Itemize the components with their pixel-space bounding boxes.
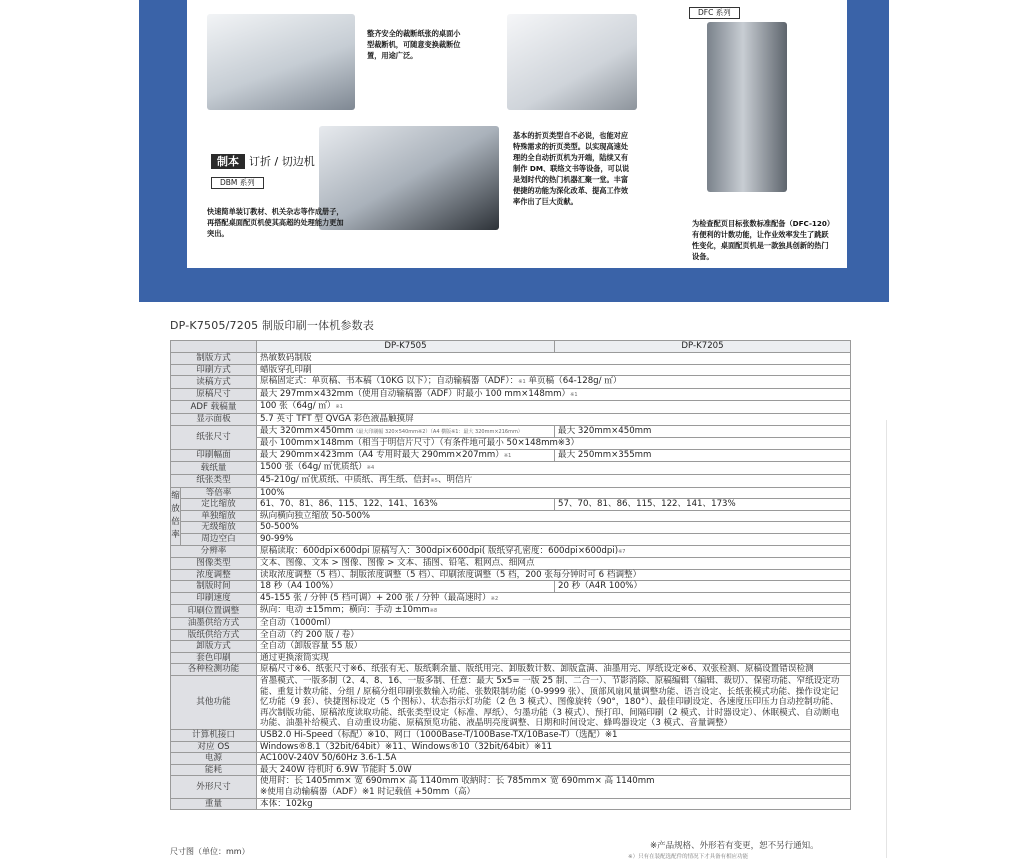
dfc-machine-image [707, 22, 787, 192]
col-header-dpk7205: DP-K7205 [555, 341, 851, 353]
table-row: 外形尺寸 使用时：长 1405mm× 宽 690mm× 高 1140mm 收納时：长 785mm× 宽 690mm× 高 1140mm ※使用自动输稿器（ADF）※1 时记载值 +50mm（高） [171, 776, 851, 798]
table-row: 纸张尺寸 最大 320mm×450mm（最大印刷幅 320×540mm※2）（A4 横版※1：最大 320mm×216mm） 最大 320mm×450mm [171, 425, 851, 438]
cutter-machine-image [207, 14, 355, 110]
table-row: 原稿尺寸 最大 297mm×432mm（使用自动输稿器（ADF）时最小 100 mm×148mm）※1 [171, 388, 851, 401]
dbm-series-tag: DBM 系列 [211, 177, 264, 189]
dbm-machine-image [319, 126, 499, 230]
table-row: 版纸供给方式 全自动（约 200 版 / 卷） [171, 629, 851, 641]
top-brochure-panel [139, 0, 889, 302]
dimension-diagram-caption: 尺寸图（单位：mm） [170, 847, 250, 856]
table-row: 最小 100mm×148mm（相当于明信片尺寸）（有条件地可最小 50×148mm※3） [171, 438, 851, 450]
table-row: 套色印刷 通过更换滚筒实现 [171, 652, 851, 664]
brand-dark-label: 制本 [211, 154, 245, 169]
table-row: 定比缩放 61、70、81、86、115、122、141、163% 57、70、81、86、115、122、141、173% [171, 499, 851, 511]
spec-table [170, 340, 851, 810]
table-row: 电源 AC100V-240V 50/60Hz 3.6-1.5A [171, 753, 851, 765]
table-row: 各种检测功能 原稿尺寸※6、纸张尺寸※6、纸张有无、版纸剩余量、版纸用完、卸版数计数、卸版盒满、油墨用完、厚纸设定※6、双张检测、原稿设置错误检测 [171, 664, 851, 676]
table-row: 其他功能 省墨模式、一版多制（2、4、8、16、一版多制、任意：最大 5x5= 一版 25 制、二合一）、节影消除、原稿编辑（编辑、裁切）、保密功能、窄纸设定功能、重复计数功能、分组 / 原稿分组印刷张数输入功能、张数限制功能（0-9999 张）、顶部风扇风量调整功能、语言设定、长纸张模式功能、操作设定记忆功能（9 套）、快捷图标设定（5 个图标）、状态指示灯功能（2 色 3 模式）、图像旋转（90°，180°）、最佳印刷设定、各速度压印压力自动控制功能、再次制版功能、原稿浓度读取功能、纸张类型设定（标准、厚纸）、匀墨功能（3 模式）、预打印、间隔印刷（2 模式、计时器设定）、休眠模式、自动断电功能、油墨补给模式、自动重设功能、原稿预览功能、液晶明亮度调整、日期和时间设定、蜂鸣器设定（3 模式、音量调整） [171, 676, 851, 730]
table-row: 读稿方式 原稿固定式：单页稿、书本稿（10KG 以下）；自动输稿器（ADF）：※1 单页稿（64-128g/ ㎡） [171, 376, 851, 389]
option-footnote: ※）只有在装配选配件的情况下才具备有相应功能 [628, 854, 749, 860]
table-row: 无级缩放 50-500% [171, 522, 851, 534]
table-row: 对应 OS Windows®8.1（32bit/64bit）※11、Windows®10（32bit/64bit）※11 [171, 741, 851, 753]
table-row: ADF 载稿量 100 张（64g/ ㎡）※1 [171, 401, 851, 414]
table-row: 油墨供给方式 全自动（1000ml） [171, 618, 851, 630]
cutter-description: 整齐安全的裁断纸张的桌面小型裁断机，可随意变换裁断位置，用途广泛。 [367, 29, 461, 60]
table-row: 重量 本体：102kg [171, 798, 851, 810]
brand-sub-label: 订折 / 切边机 [249, 155, 315, 168]
table-row: 显示面板 5.7 英寸 TFT 型 QVGA 彩色液晶触摸屏 [171, 413, 851, 425]
table-row: 印刷速度 45-155 张 / 分钟 (5 档可调）+ 200 张 / 分钟（最高速时）※2 [171, 592, 851, 605]
bookbinding-brand-tag [211, 153, 315, 169]
table-row: 周边空白 90-99% [171, 533, 851, 545]
table-header-row [171, 341, 851, 353]
spec-change-notice: ※产品规格、外形若有变更，恕不另行通知。 [650, 841, 819, 851]
table-row: 制版方式 热敏数码制版 [171, 353, 851, 365]
table-row: 图像类型 文本、图像、文本 > 图像、图像 > 文本、插图、铅笔、粗网点、细网点 [171, 558, 851, 570]
page-edge-line [886, 420, 887, 858]
table-row: 印刷方式 蜡版穿孔印刷 [171, 364, 851, 376]
table-row: 分辨率 原稿读取：600dpi×600dpi 原稿写入：300dpi×600dpi( 版纸穿孔密度：600dpi×600dpi)※7 [171, 545, 851, 558]
table-row: 计算机接口 USB2.0 Hi-Speed（标配）※10、网口（1000Base-T/100Base-TX/10Base-T）（选配）※1 [171, 730, 851, 742]
spec-table-title: DP-K7505/7205 制版印刷一体机参数表 [170, 319, 375, 332]
zoom-group-label: 缩放倍率 [171, 487, 181, 545]
dbm-description: 快速简单装订教材、机关杂志等作成册子，再搭配桌面配页机使其高超的处理能力更加突出。 [207, 207, 344, 238]
col-header-dpk7505: DP-K7505 [257, 341, 555, 353]
table-row: 纸张类型 45-210g/ ㎡优质纸、中质纸、再生纸、信封※5、明信片 [171, 474, 851, 487]
table-row: 卸版方式 全自动（卸版容量 55 版） [171, 641, 851, 653]
dfc-description: 为检查配页目标张数标准配备（DFC-120）有便利的计数功能，让作业效率发生了跳跃性变化，桌面配页机是一款独具创新的热门设备。 [692, 219, 831, 261]
table-row: 缩放倍率 等倍率 100% [171, 487, 851, 499]
folder-machine-image [507, 14, 637, 110]
product-showcase [187, 0, 847, 268]
table-row: 印刷幅面 最大 290mm×423mm（A4 专用时最大 290mm×207mm）※1 最大 250mm×355mm [171, 449, 851, 462]
table-row: 印刷位置调整 纵向：电动 ±15mm；横向：手动 ±10mm※8 [171, 605, 851, 618]
table-row: 制版时间 18 秒（A4 100%） 20 秒（A4R 100%） [171, 581, 851, 593]
table-row: 浓度调整 读取浓度调整（5 档）、制版浓度调整（5 档）、印刷浓度调整（5 档，200 张每分钟时可 6 档调整） [171, 569, 851, 581]
table-row: 载纸量 1500 张（64g/ ㎡优质纸）※4 [171, 462, 851, 475]
dfc-series-tag: DFC 系列 [689, 7, 740, 19]
table-row: 能耗 最大 240W 待机时 6.9W 节能时 5.0W [171, 764, 851, 776]
folder-description: 基本的折页类型自不必说，也能对应特殊需求的折页类型。以实现高速处理的全自动折页机为开端，陆续又有制作 DM、联络文书等设备，可以说是划时代的热门机器汇聚一堂。丰富便捷的功能为深化改革、提高工作效率作出了巨大贡献。 [513, 131, 630, 206]
table-row: 单独缩放 纵向横向独立缩放 50-500% [171, 510, 851, 522]
